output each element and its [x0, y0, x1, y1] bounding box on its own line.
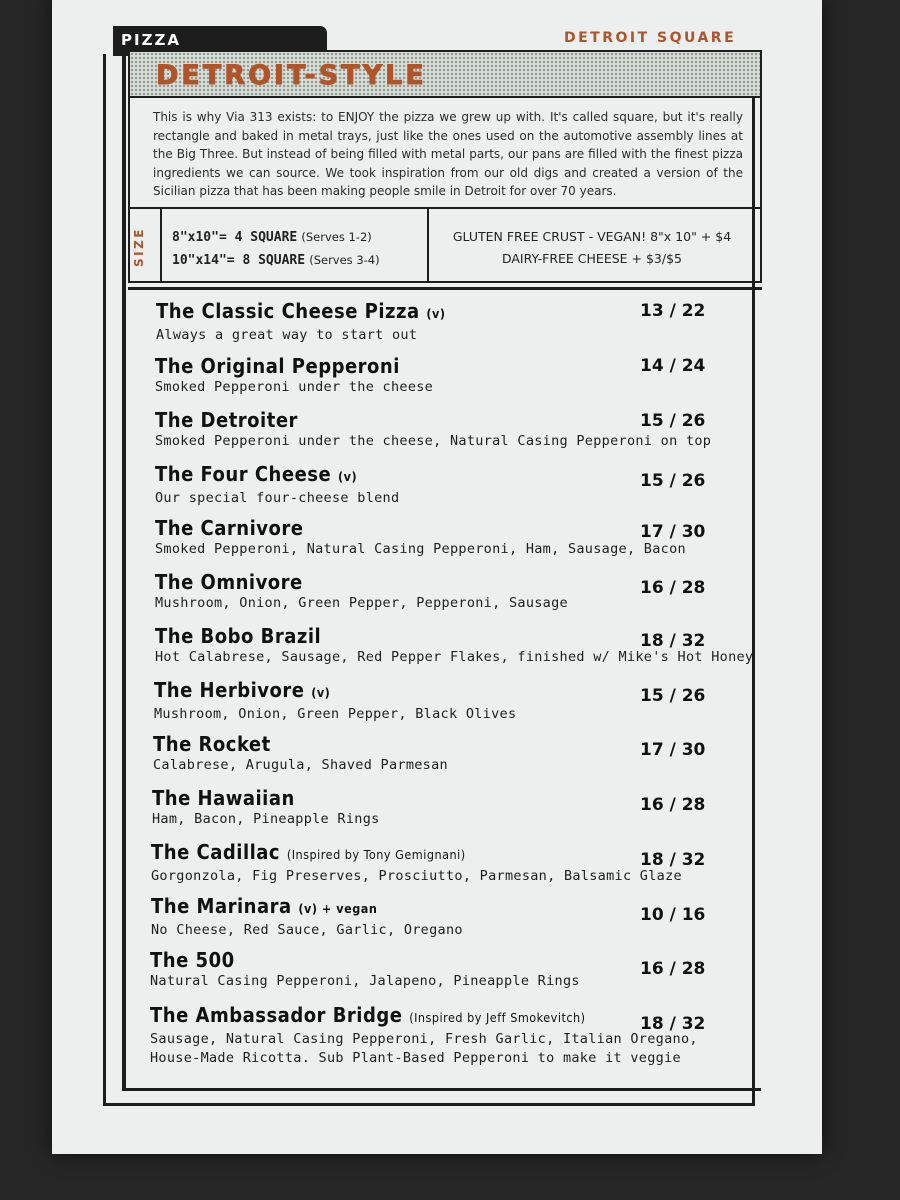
item-description: Smoked Pepperoni, Natural Casing Pepperoni, Ham, Sausage, Bacon	[155, 541, 686, 557]
diet-options	[433, 226, 751, 270]
item-description: Ham, Bacon, Pineapple Rings	[152, 811, 380, 827]
section-category: DETROIT SQUARE	[564, 30, 737, 46]
item-description: No Cheese, Red Sauce, Garlic, Oregano	[151, 922, 463, 938]
size-large	[172, 249, 380, 272]
item-price: 10 / 16	[640, 905, 706, 925]
item-note: (v)	[426, 306, 446, 321]
item-description: Smoked Pepperoni under the cheese, Natural Casing Pepperoni on top	[155, 433, 712, 449]
item-name: The Ambassador Bridge	[150, 1003, 403, 1027]
item-name: The Omnivore	[155, 570, 303, 594]
size-label: SIZE	[132, 227, 146, 268]
items-divider	[128, 287, 762, 290]
item-name: The Hawaiian	[152, 786, 295, 810]
item-note: (v) + vegan	[298, 901, 378, 916]
item-price: 17 / 30	[640, 522, 706, 542]
section-tab-label: PIZZA	[121, 31, 181, 49]
dairy-free-option: DAIRY-FREE CHEESE + $3/$5	[501, 251, 683, 266]
item-description: Our special four-cheese blend	[155, 490, 400, 506]
item-price: 18 / 32	[640, 1014, 706, 1034]
item-name: The Cadillac	[151, 840, 281, 864]
gluten-free-option: GLUTEN FREE CRUST - VEGAN! 8"x 10" + $4	[452, 229, 732, 244]
item-description-continued: House-Made Ricotta. Sub Plant-Based Pepperoni to make it veggie	[150, 1050, 681, 1066]
page-title: DETROIT-STYLE	[156, 60, 427, 91]
item-description: Always a great way to start out	[156, 327, 418, 343]
item-description: Mushroom, Onion, Green Pepper, Pepperoni, Sausage	[155, 595, 568, 611]
size-large-serves: (Serves 3-4)	[309, 253, 380, 267]
item-inspiration: (Inspired by Jeff Smokevitch)	[409, 1010, 586, 1025]
size-small-dims: 8"x10"= 4 SQUARE	[172, 230, 298, 245]
item-price: 15 / 26	[640, 411, 706, 431]
size-small-serves: (Serves 1-2)	[301, 230, 372, 244]
item-description: Calabrese, Arugula, Shaved Parmesan	[153, 757, 448, 773]
size-large-dims: 10"x14"= 8 SQUARE	[172, 253, 306, 268]
item-inspiration: (Inspired by Tony Gemignani)	[286, 847, 466, 862]
item-price: 14 / 24	[640, 356, 706, 376]
size-small	[172, 226, 380, 249]
item-description: Natural Casing Pepperoni, Jalapeno, Pineapple Rings	[150, 973, 580, 989]
item-price: 16 / 28	[640, 578, 706, 598]
item-price: 15 / 26	[640, 471, 706, 491]
item-name: The Four Cheese	[155, 462, 332, 486]
item-name: The Rocket	[153, 732, 271, 756]
item-note: (v)	[337, 469, 358, 484]
item-price: 16 / 28	[640, 795, 706, 815]
item-description: Hot Calabrese, Sausage, Red Pepper Flakes, finished w/ Mike's Hot Honey	[155, 649, 754, 665]
item-name: The Carnivore	[155, 516, 304, 540]
item-price: 18 / 32	[640, 631, 706, 651]
item-name: The Bobo Brazil	[155, 624, 322, 648]
item-name: The Marinara	[151, 894, 292, 918]
item-price: 16 / 28	[640, 959, 706, 979]
item-note: (v)	[311, 685, 331, 700]
item-name: The Herbivore	[154, 678, 305, 702]
item-description: Mushroom, Onion, Green Pepper, Black Olives	[154, 706, 517, 722]
item-name: The Original Pepperoni	[155, 354, 400, 378]
item-name: The 500	[150, 948, 235, 972]
item-price: 18 / 32	[640, 850, 706, 870]
item-price: 17 / 30	[640, 740, 706, 760]
item-description: Smoked Pepperoni under the cheese	[155, 379, 434, 395]
item-price: 13 / 22	[640, 301, 706, 321]
menu-frame-inner-rule	[122, 54, 126, 1090]
item-name: The Detroiter	[155, 408, 298, 432]
item-price: 15 / 26	[640, 686, 706, 706]
item-name: The Classic Cheese Pizza	[156, 299, 420, 323]
size-options	[172, 226, 380, 272]
item-description: Gorgonzola, Fig Preserves, Prosciutto, Parmesan, Balsamic Glaze	[151, 868, 682, 884]
size-divider	[427, 209, 429, 281]
menu-frame-bottom-rule	[122, 1088, 761, 1091]
intro-text: This is why Via 313 exists: to ENJOY the pizza we grew up with. It's called square, but it's really rectangle and baked in metal trays, just like the ones used on the automotive assembly lines at the Big Three. But instead of being filled with metal parts, our pans are filled with the finest pizza ingredients we can source. We took inspiration from our old digs and created a version of the Sicilian pizza that has been making people smile in Detroit for over 70 years.	[153, 110, 743, 198]
item-description: Sausage, Natural Casing Pepperoni, Fresh Garlic, Italian Oregano,	[150, 1031, 698, 1047]
list-item	[150, 1003, 750, 1068]
